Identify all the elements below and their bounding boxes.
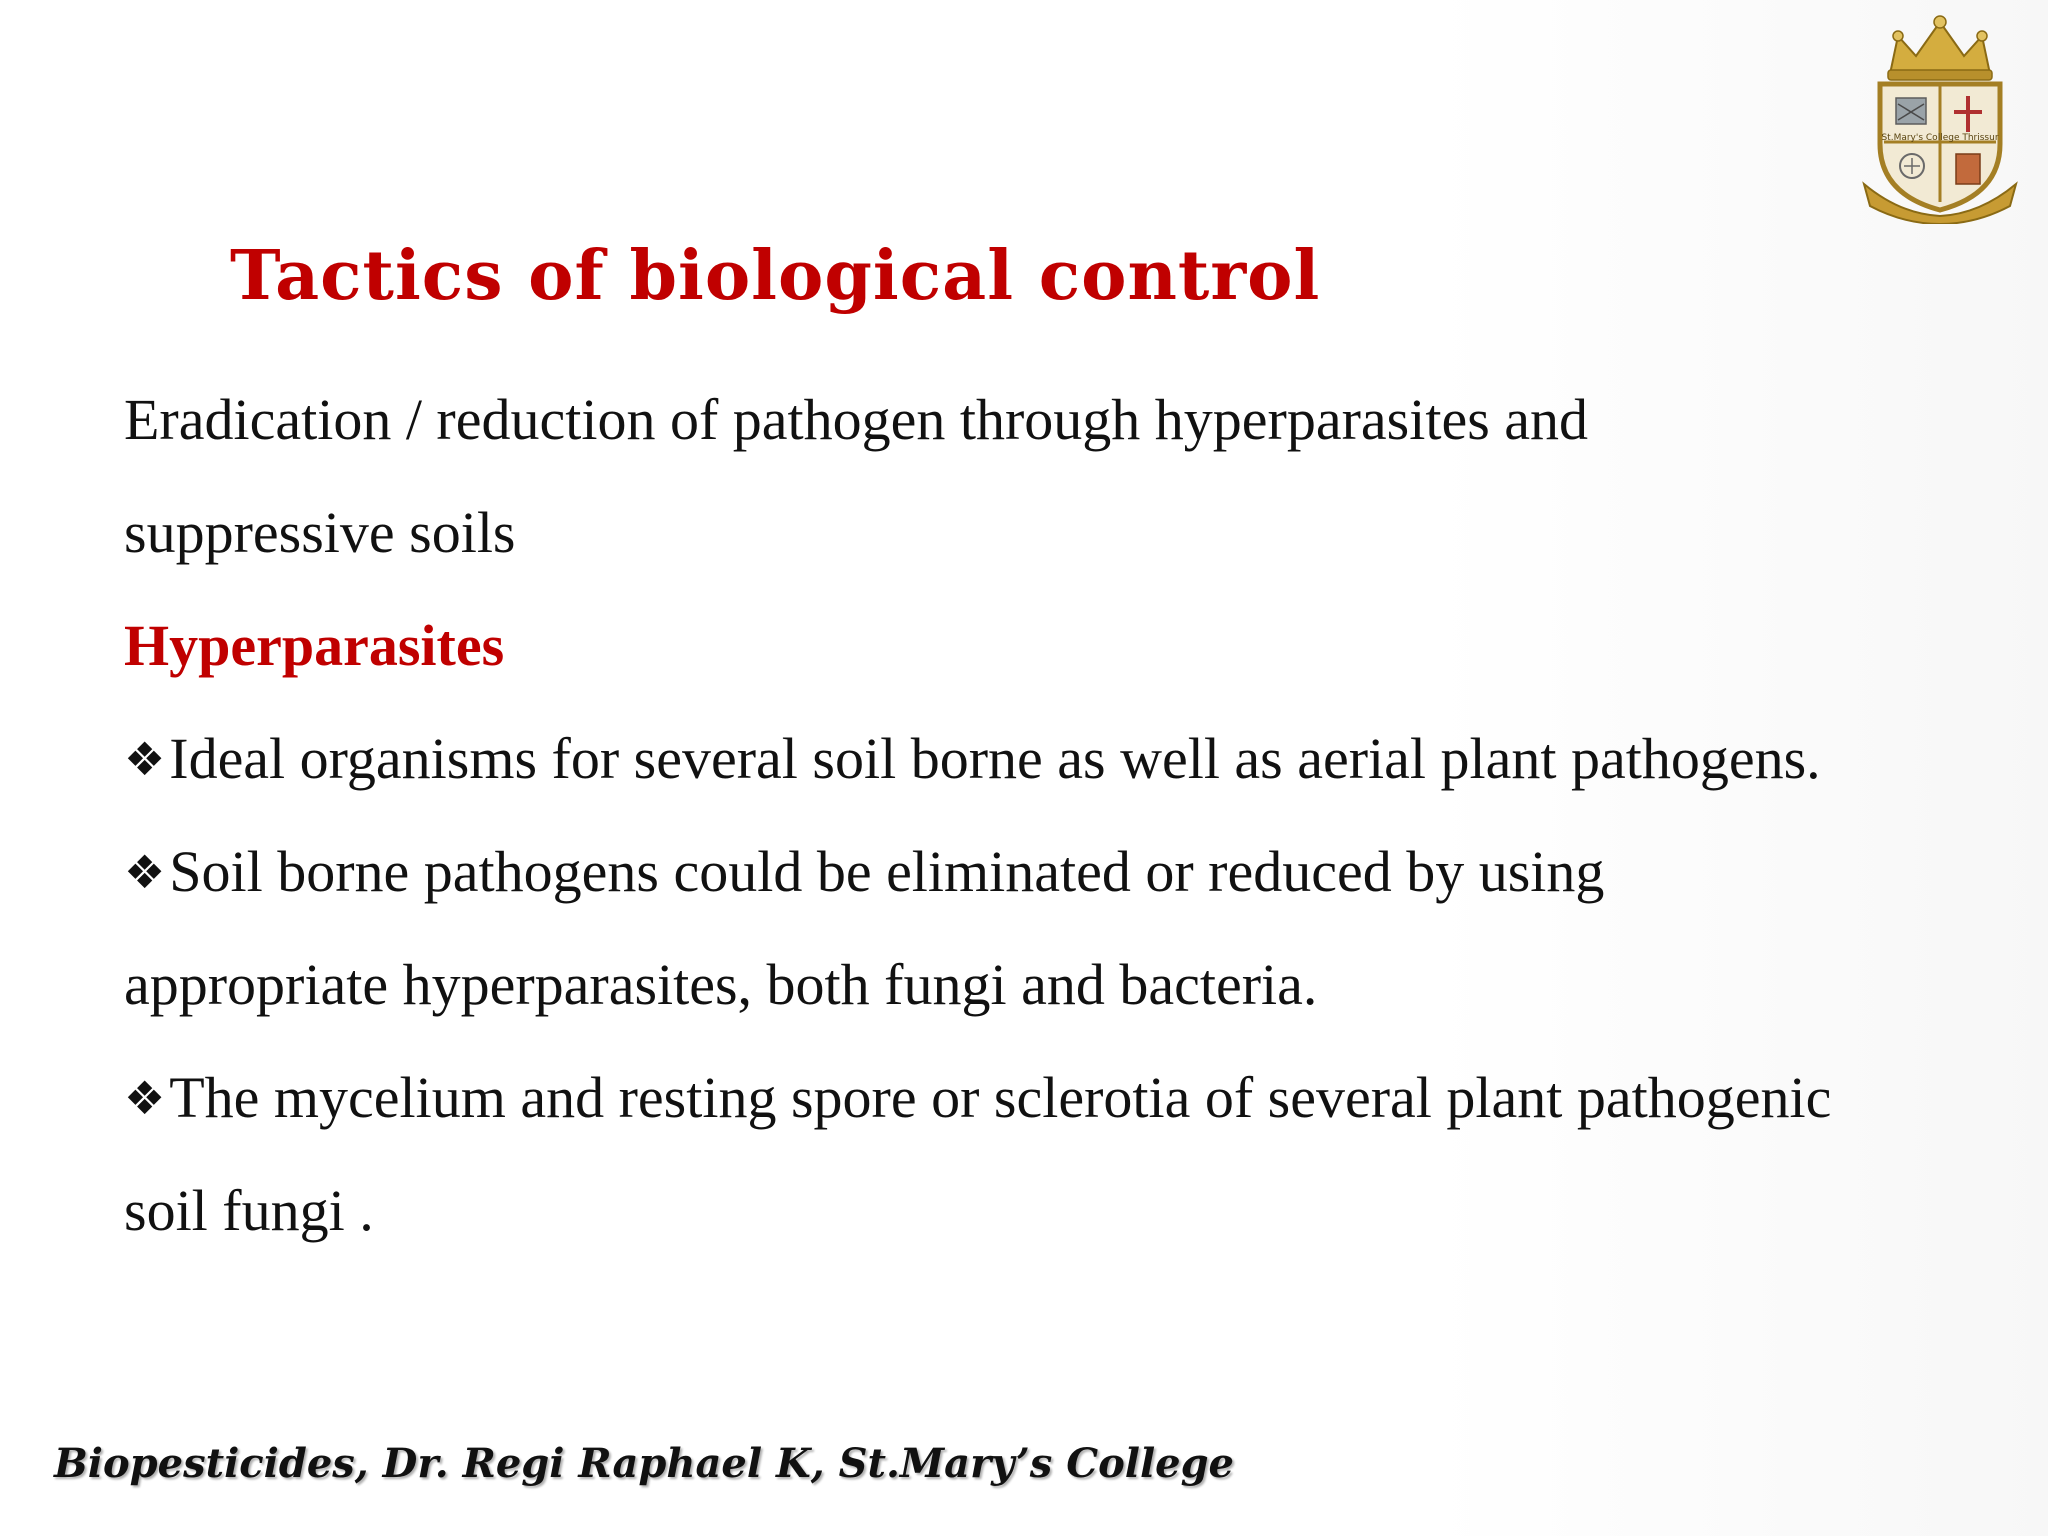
diamond-bullet-icon: ❖ <box>124 1071 166 1125</box>
bullet-item-3 <box>124 1058 1831 1138</box>
bullet-item-2 <box>124 832 1604 912</box>
crest-motto: St.Mary's College Thrissur <box>1881 133 1999 143</box>
bullet-item-1 <box>124 719 1821 799</box>
bullet-text: The mycelium and resting spore or sclerotia of several plant pathogenic <box>169 1065 1832 1130</box>
bullet-text: Ideal organisms for several soil borne as well as aerial plant pathogens. <box>169 726 1821 791</box>
diamond-bullet-icon: ❖ <box>124 732 166 786</box>
slide-title: Tactics of biological control <box>230 236 1321 316</box>
section-heading: Hyperparasites <box>124 613 505 678</box>
diamond-bullet-icon: ❖ <box>124 845 166 899</box>
intro-text-1: Eradication / reduction of pathogen through hyperparasites and <box>124 387 1589 452</box>
slide-footer: Biopesticides, Dr. Regi Raphael K, St.Mary’s College <box>54 1440 1234 1487</box>
bullet-text: soil fungi . <box>124 1178 374 1243</box>
intro-line-1 <box>124 380 1588 460</box>
bullet-item-3-continuation <box>124 1171 374 1251</box>
intro-text-2: suppressive soils <box>124 500 516 565</box>
bullet-item-2-continuation <box>124 945 1317 1025</box>
bullet-text: appropriate hyperparasites, both fungi and bacteria. <box>124 952 1318 1017</box>
college-crest-icon <box>1860 14 2020 224</box>
bullet-text: Soil borne pathogens could be eliminated or reduced by using <box>169 839 1605 904</box>
intro-line-2 <box>124 493 516 573</box>
